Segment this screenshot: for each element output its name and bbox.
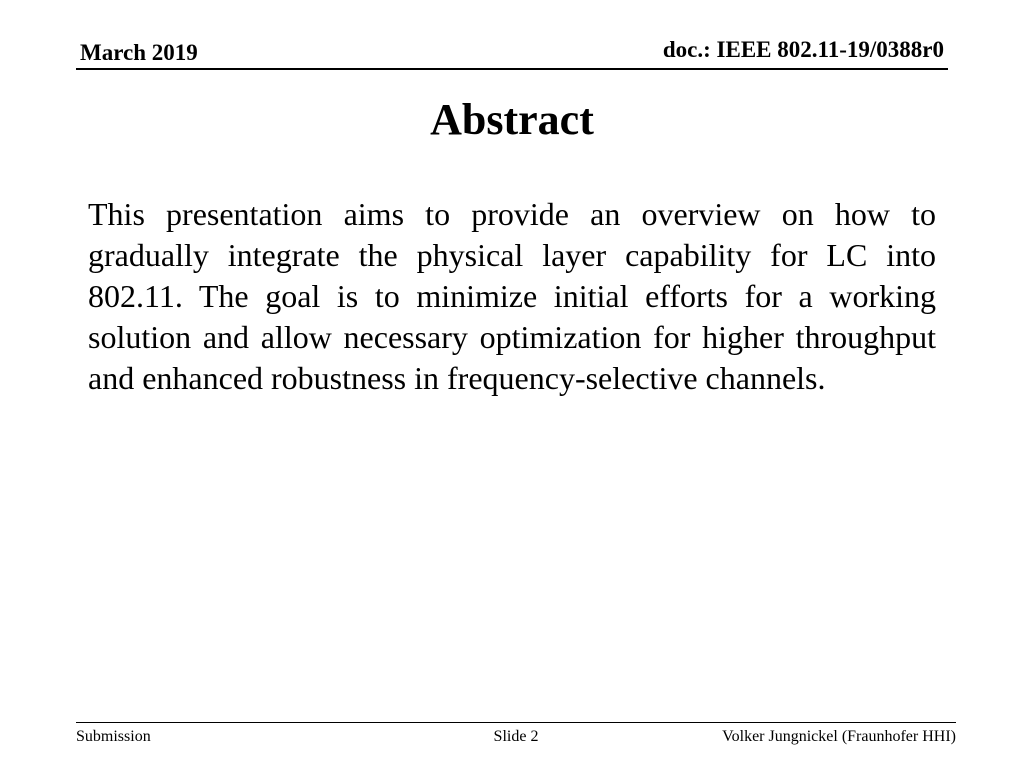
footer-divider <box>76 722 956 723</box>
header-date: March 2019 <box>80 40 198 65</box>
footer-submission: Submission <box>76 728 151 745</box>
abstract-body: This presentation aims to provide an overview on how to gradually integrate the physical layer capability for LC into 802.11. The goal is to minimize initial efforts for a working solution and allow necessary optimization for higher throughput and enhanced robustness in frequency-selective channels. <box>88 196 936 396</box>
slide-title: Abstract <box>430 95 594 144</box>
footer-author: Volker Jungnickel (Fraunhofer HHI) <box>722 728 956 745</box>
header-doc-id: doc.: IEEE 802.11-19/0388r0 <box>662 37 944 62</box>
header-divider <box>76 68 948 70</box>
footer-slide-number: Slide 2 <box>493 728 539 745</box>
